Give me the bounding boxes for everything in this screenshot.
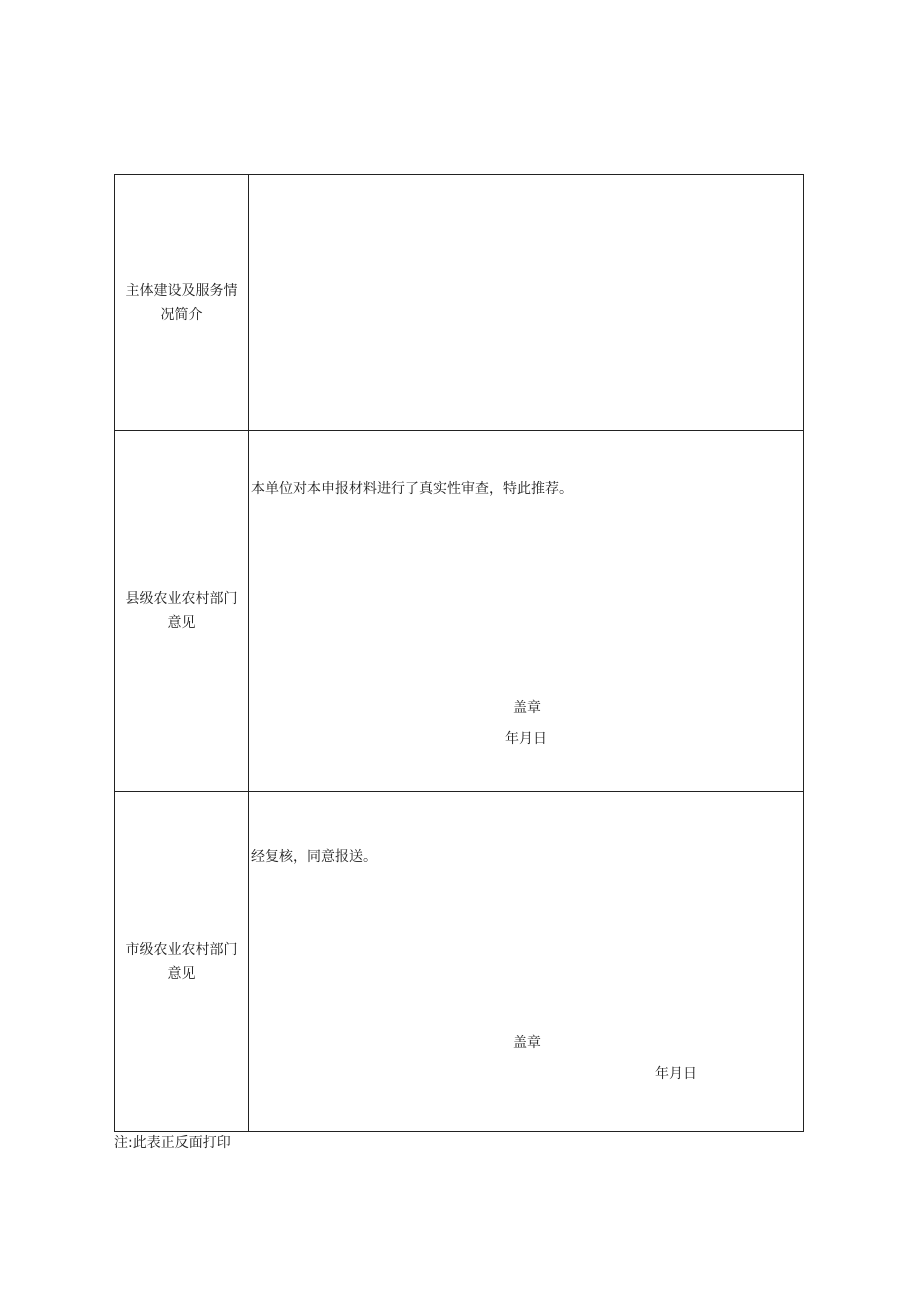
entity-summary-field[interactable] bbox=[249, 175, 803, 430]
row-label-line: 县级农业农村部门 bbox=[125, 591, 238, 607]
row-label-line: 市级农业农村部门 bbox=[125, 941, 238, 958]
city-date-label: 年月日 bbox=[655, 1066, 697, 1082]
row-label-line: 意见 bbox=[167, 615, 196, 631]
table-row-entity-summary bbox=[115, 175, 803, 431]
table-row-city-opinion bbox=[115, 792, 803, 1131]
application-form-table bbox=[114, 174, 804, 1132]
county-date-label: 年月日 bbox=[505, 731, 547, 747]
city-seal-label: 盖章 bbox=[513, 1035, 541, 1051]
city-opinion-statement: 经复核，同意报送。 bbox=[251, 849, 377, 865]
row-label-line: 主体建设及服务情 bbox=[125, 282, 238, 299]
city-opinion-field[interactable] bbox=[249, 792, 803, 1131]
county-opinion-field[interactable] bbox=[249, 431, 803, 791]
table-row-county-opinion bbox=[115, 431, 803, 792]
county-seal-label: 盖章 bbox=[513, 700, 541, 716]
row-label-line: 意见 bbox=[167, 965, 196, 982]
footnote: 注:此表正反面打印 bbox=[114, 1135, 231, 1151]
row-label-city-opinion bbox=[115, 792, 249, 1131]
row-label-line: 况简介 bbox=[160, 306, 203, 323]
county-opinion-statement: 本单位对本申报材料进行了真实性审查，特此推荐。 bbox=[251, 481, 573, 497]
row-label-entity-summary bbox=[115, 175, 249, 430]
row-label-county-opinion bbox=[115, 431, 249, 791]
